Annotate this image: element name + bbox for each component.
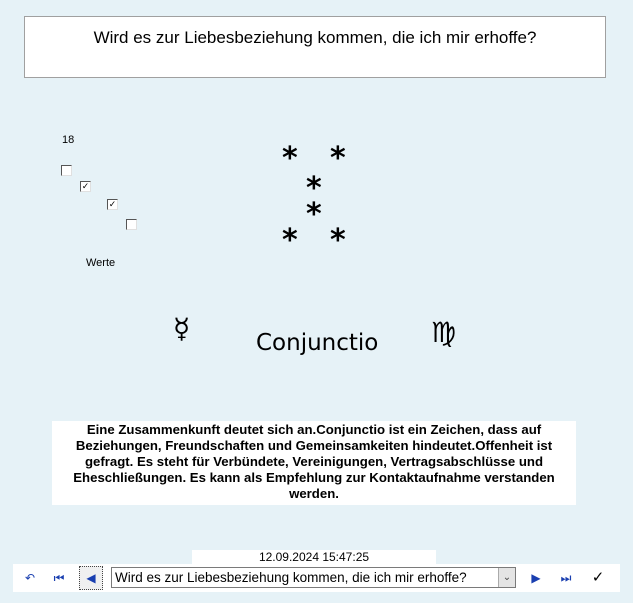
- values-label: Werte: [86, 257, 116, 269]
- result-description: Eine Zusammenkunft deutet sich an.Conjunctio ist ein Zeichen, dass auf Beziehungen, Freundschaften und Gemeinsamkeiten hindeutet.Offenheit ist gefragt. Es steht für Verbündete, Vereinigungen, Vertragsabschlüsse und Eheschließungen. Es kann als Empfehlung zur Kontaktaufnahme verstanden werden.: [52, 421, 576, 505]
- question-select[interactable]: [111, 567, 516, 588]
- figure-star: *: [306, 197, 322, 232]
- figure-star: *: [282, 141, 298, 176]
- figure-star: *: [330, 141, 346, 176]
- mercury-icon: ☿: [173, 312, 191, 345]
- virgo-icon: ♍: [431, 316, 457, 349]
- figure-star: *: [306, 171, 322, 206]
- values-count: 18: [62, 134, 75, 146]
- timestamp: 12.09.2024 15:47:25: [192, 550, 436, 565]
- result-title: Conjunctio: [256, 330, 379, 356]
- question-title-box: [24, 16, 606, 78]
- previous-record-icon[interactable]: ◀: [79, 566, 103, 590]
- chevron-down-icon[interactable]: ⌄: [498, 568, 515, 587]
- last-record-icon[interactable]: ⏭: [560, 571, 572, 585]
- confirm-icon[interactable]: ✓: [591, 569, 605, 586]
- figure-star: *: [282, 223, 298, 258]
- figure-star: *: [330, 223, 346, 258]
- value-checkbox-3[interactable]: ✓: [108, 199, 117, 209]
- navigation-bar: [13, 564, 620, 592]
- value-checkbox-4[interactable]: [126, 219, 137, 230]
- value-checkbox-1[interactable]: [61, 165, 72, 176]
- question-select-value: Wird es zur Liebesbeziehung kommen, die ich mir erhoffe?: [115, 570, 467, 585]
- first-record-icon[interactable]: ⏮: [53, 571, 65, 585]
- undo-icon[interactable]: ↶: [24, 571, 36, 585]
- question-title: Wird es zur Liebesbeziehung kommen, die ich mir erhoffe?: [93, 28, 537, 47]
- value-checkbox-2[interactable]: ✓: [81, 181, 90, 191]
- next-record-icon[interactable]: ▶: [531, 571, 541, 585]
